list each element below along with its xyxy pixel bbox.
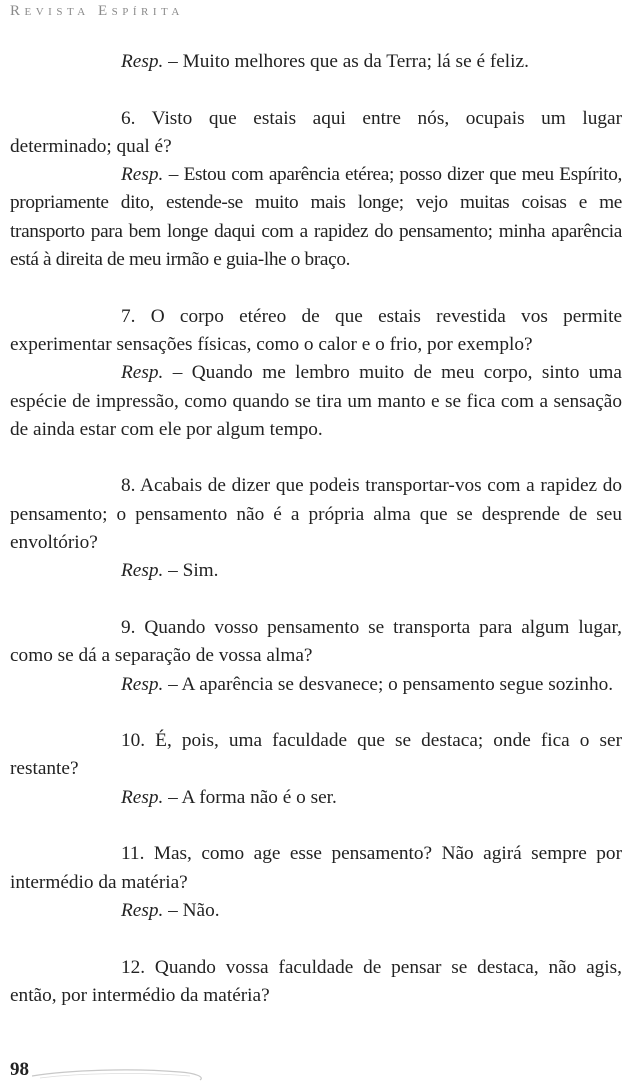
answer-label: Resp.	[121, 560, 164, 582]
answer-paragraph	[10, 671, 622, 699]
running-head: Revista Espírita	[10, 3, 184, 19]
page-number: 98	[10, 1059, 29, 1080]
answer-text: – A aparência se desvanece; o pensamento segue sozinho.	[163, 673, 614, 695]
page-body	[10, 48, 622, 1010]
answer-label: Resp.	[121, 164, 164, 186]
question-paragraph: 10. É, pois, uma faculdade que se destaca; onde fica o ser restante?	[10, 730, 622, 780]
answer-label: Resp.	[121, 51, 164, 72]
answer-label: Resp.	[121, 899, 164, 921]
answer-text: – Quando me lembro muito de meu corpo, sinto uma espécie de impressão, como quando se tira um manto e se fica com a sensação de ainda estar com ele por algum tempo.	[10, 362, 622, 440]
question-paragraph: 8. Acabais de dizer que podeis transportar-vos com a rapidez do pensamento; o pensamento não é a própria alma que se desprende de seu envoltório?	[10, 475, 622, 554]
answer-paragraph	[10, 557, 622, 585]
answer-text: – Muito melhores que as da Terra; lá se é feliz.	[163, 51, 529, 72]
answer-label: Resp.	[121, 673, 164, 695]
answer-paragraph	[10, 48, 622, 76]
question-paragraph: 6. Visto que estais aqui entre nós, ocupais um lugar determinado; qual é?	[10, 107, 622, 157]
answer-paragraph	[10, 161, 622, 274]
answer-text: – A forma não é o ser.	[163, 786, 337, 808]
folio-ornament	[30, 1064, 210, 1082]
answer-paragraph	[10, 784, 622, 812]
answer-label: Resp.	[121, 786, 164, 808]
question-paragraph: 11. Mas, como age esse pensamento? Não agirá sempre por intermédio da matéria?	[10, 843, 622, 893]
question-paragraph: 9. Quando vosso pensamento se transporta para algum lugar, como se dá a separação de vossa alma?	[10, 616, 622, 667]
answer-text: – Estou com aparência etérea; posso dizer que meu Espírito, propriamente dito, estende-se muito mais longe; vejo muitas coisas e me transporto para bem longe daqui com a rapidez do pensamento; minha aparência está à direita de meu irmão e guia-lhe o braço.	[10, 164, 622, 271]
answer-paragraph	[10, 359, 622, 444]
question-paragraph: 7. O corpo etéreo de que estais revestida vos permite experimentar sensações físicas, como o calor e o frio, por exemplo?	[10, 305, 622, 355]
answer-paragraph	[10, 897, 622, 925]
answer-text: – Sim.	[163, 560, 219, 582]
answer-label: Resp.	[121, 362, 164, 384]
answer-text: – Não.	[163, 899, 220, 921]
question-paragraph: 12. Quando vossa faculdade de pensar se destaca, não agis, então, por intermédio da matéria?	[10, 956, 622, 1006]
